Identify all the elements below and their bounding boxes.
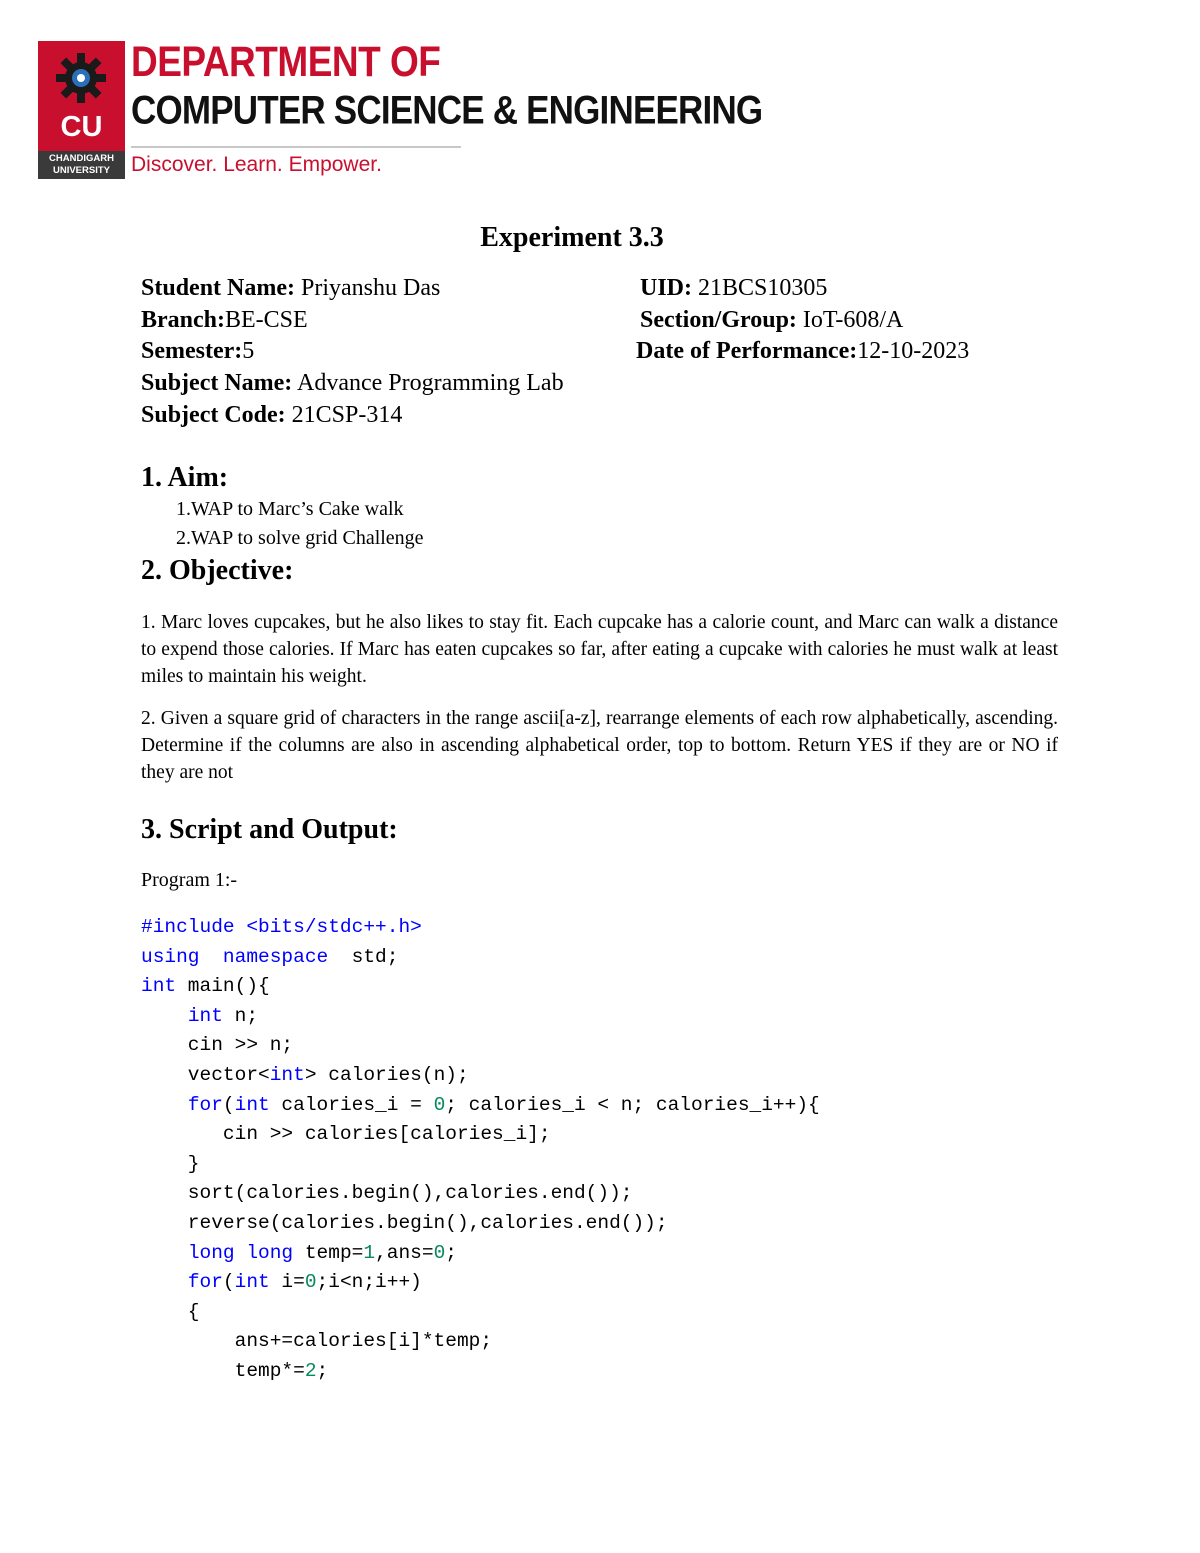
- code-token: > calories(n);: [304, 1063, 469, 1086]
- date-label: Date of Performance:: [636, 338, 858, 364]
- date-row: [636, 335, 969, 367]
- code-token: #include <bits/stdc++.h>: [141, 916, 422, 938]
- code-token: for: [187, 1093, 223, 1116]
- code-token: ans+=calories[i]*temp;: [141, 1330, 493, 1353]
- code-line: [141, 1002, 820, 1032]
- code-line: [141, 1120, 820, 1150]
- student-name-row: [141, 272, 440, 304]
- university-logo: [38, 41, 125, 179]
- code-token: ,ans=: [375, 1241, 434, 1264]
- header-divider: [131, 146, 461, 148]
- code-token: i=: [269, 1271, 305, 1294]
- code-token: (: [222, 1093, 235, 1116]
- code-line: [141, 1298, 820, 1328]
- aim-heading: 1. Aim:: [141, 462, 229, 493]
- subject-name-row: [141, 367, 564, 399]
- code-token: }: [141, 1152, 200, 1175]
- code-line: [141, 1031, 820, 1061]
- code-token: [141, 1094, 188, 1116]
- subject-code-row: [141, 399, 402, 431]
- department-title-line2: COMPUTER SCIENCE & ENGINEERING: [131, 88, 763, 133]
- code-token: ;: [316, 1359, 329, 1382]
- code-line: [141, 1239, 820, 1269]
- code-token: [200, 946, 223, 968]
- code-line: [141, 1357, 820, 1387]
- code-token: [141, 1271, 188, 1293]
- code-token: int: [187, 1004, 223, 1027]
- code-token: int: [141, 975, 177, 998]
- section-label: Section/Group:: [640, 307, 797, 333]
- code-token: 1: [363, 1241, 376, 1264]
- uid-value: 21BCS10305: [692, 275, 828, 301]
- code-token: ; calories_i < n; calories_i++){: [445, 1093, 820, 1116]
- code-token: sort(calories.begin(),calories.end());: [141, 1182, 633, 1205]
- semester-label: Semester:: [141, 338, 243, 364]
- uid-label: UID:: [640, 275, 692, 301]
- code-line: [141, 913, 820, 943]
- code-token: 2: [304, 1359, 317, 1382]
- code-line: [141, 1179, 820, 1209]
- code-token: cin >> calories[calories_i];: [141, 1123, 551, 1146]
- code-token: ;i<n;i++): [316, 1271, 422, 1294]
- experiment-title: Experiment 3.3: [480, 222, 664, 253]
- code-line: [141, 943, 820, 973]
- code-token: {: [141, 1300, 200, 1323]
- subject-name-label: Subject Name:: [141, 370, 293, 396]
- code-token: using: [141, 945, 200, 968]
- code-token: reverse(calories.begin(),calories.end());: [141, 1211, 668, 1234]
- aim-item: 2.WAP to solve grid Challenge: [176, 527, 424, 549]
- gear-emblem-icon: [52, 49, 110, 107]
- branch-value: BE-CSE: [225, 307, 308, 333]
- code-token: std;: [328, 945, 399, 968]
- branch-label: Branch:: [141, 307, 225, 333]
- code-block: [141, 913, 820, 1387]
- aim-item: 1.WAP to Marc’s Cake walk: [176, 498, 404, 520]
- code-token: main(){: [176, 975, 270, 998]
- department-title-line1: DEPARTMENT OF: [131, 38, 441, 86]
- branch-row: [141, 304, 308, 336]
- code-token: ;: [445, 1241, 457, 1264]
- code-line: [141, 1268, 820, 1298]
- code-token: 0: [433, 1093, 446, 1116]
- tagline: Discover. Learn. Empower.: [131, 153, 382, 176]
- code-token: 0: [433, 1241, 446, 1264]
- code-token: (: [222, 1271, 235, 1294]
- objective-paragraph: 1. Marc loves cupcakes, but he also likes to stay fit. Each cupcake has a calorie count, and Marc can walk a distance to expend those calories. If Marc has eaten cupcakes so far, after eating a cupcake with calories he must walk at least miles to maintain his weight.: [141, 612, 1058, 687]
- semester-row: [141, 335, 254, 367]
- code-token: vector<: [141, 1063, 270, 1086]
- code-token: temp*=: [141, 1359, 305, 1382]
- program-label: Program 1:-: [141, 869, 238, 891]
- semester-value: 5: [242, 338, 255, 364]
- code-line: [141, 1327, 820, 1357]
- code-token: namespace: [222, 945, 329, 968]
- code-token: int: [234, 1271, 270, 1294]
- code-token: calories_i =: [269, 1093, 434, 1116]
- logo-cu-text: CU: [60, 111, 103, 143]
- subject-name-value: Advance Programming Lab: [292, 370, 564, 396]
- uid-row: [640, 272, 827, 304]
- code-token: for: [187, 1271, 223, 1294]
- script-heading: 3. Script and Output:: [141, 814, 398, 845]
- objective-paragraph: 2. Given a square grid of characters in the range ascii[a-z], rearrange elements of each row alphabetically, ascending. Determine if the columns are also in ascending alphabetical order, top to bottom. Return YES if they are or NO if they are not: [141, 708, 1058, 783]
- code-token: temp=: [293, 1241, 364, 1264]
- code-token: int: [234, 1093, 270, 1116]
- code-token: long long: [187, 1241, 294, 1264]
- code-line: [141, 972, 820, 1002]
- section-row: [640, 304, 903, 336]
- code-line: [141, 1209, 820, 1239]
- objective-heading: 2. Objective:: [141, 555, 294, 586]
- subject-code-label: Subject Code:: [141, 402, 286, 428]
- logo-university-text: CHANDIGARH UNIVERSITY: [38, 151, 125, 179]
- code-token: int: [269, 1063, 305, 1086]
- student-name-label: Student Name:: [141, 275, 295, 301]
- code-line: [141, 1061, 820, 1091]
- code-token: 0: [304, 1271, 317, 1294]
- section-value: IoT-608/A: [796, 307, 904, 333]
- code-token: n;: [222, 1004, 259, 1027]
- date-value: 12-10-2023: [857, 338, 970, 364]
- student-name-value: Priyanshu Das: [295, 275, 441, 301]
- code-line: [141, 1150, 820, 1180]
- code-token: cin >> n;: [141, 1034, 294, 1057]
- subject-code-value: 21CSP-314: [285, 402, 403, 428]
- code-token: [141, 1242, 188, 1264]
- code-line: [141, 1091, 820, 1121]
- code-token: [141, 1005, 188, 1027]
